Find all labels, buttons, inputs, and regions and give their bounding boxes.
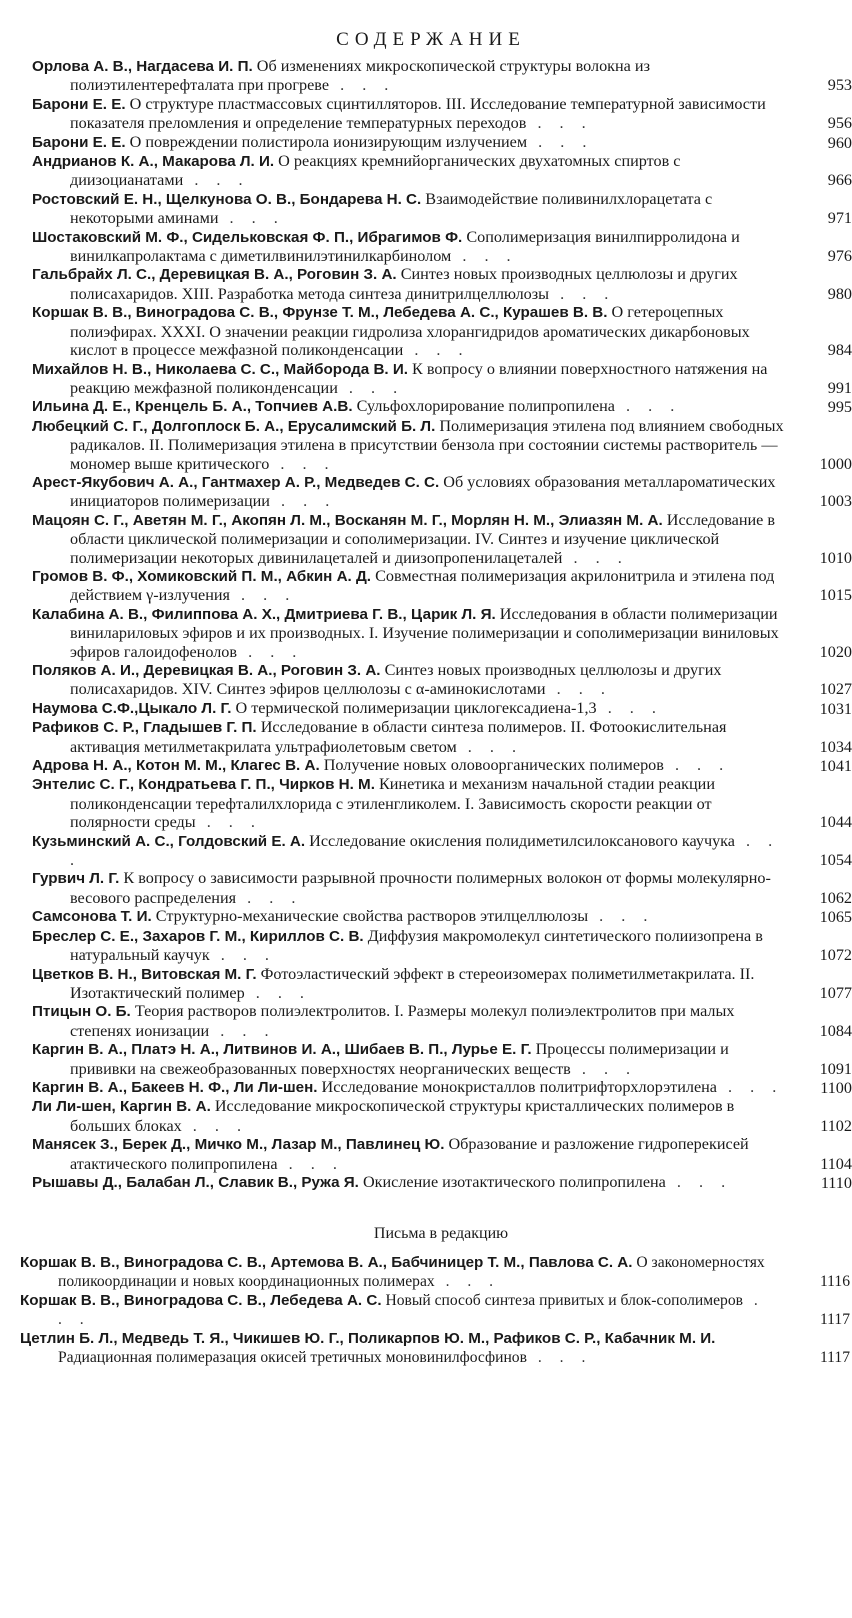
entry-authors: Мацоян С. Г., Аветян М. Г., Акопян Л. М., Восканян М. Г., Морлян Н. М., Элиазян М. А. [32, 511, 663, 529]
entry-authors: Каргин В. А., Бакеев Н. Ф., Ли Ли-шен. [32, 1078, 318, 1096]
entry-authors: Коршак В. В., Виноградова С. В., Лебедева А. С. [20, 1292, 382, 1310]
toc-entry [32, 1077, 852, 1097]
toc-entry [32, 132, 852, 152]
entry-page-number: 1084 [819, 1021, 852, 1040]
letters-section-title: Письма в редакцию [373, 1225, 509, 1243]
dot-leader: . . . [434, 1273, 501, 1291]
entry-title: Исследование микроскопической структуры кристаллических полимеров в больших блоках [70, 1097, 735, 1135]
entry-title: Полимеризация этилена под влиянием свободных радикалов. II. Полимеризация этилена в присутствии бензола при состоянии системы растворитель — мономер выше критического [70, 416, 784, 473]
entry-authors: Орлова А. В., Нагдасева И. П. [32, 58, 253, 75]
dot-leader: . . . [218, 209, 285, 228]
toc-entry [20, 1291, 850, 1329]
entry-authors: Любецкий С. Г., Долгоплоск Б. А., Ерусалимский Б. Л. [32, 417, 436, 435]
toc-entry [32, 775, 852, 832]
entry-page-number: 1117 [819, 1311, 850, 1329]
entry-title: Об изменениях микроскопической структуры волокна из полиэтилентерефталата при прогреве [70, 57, 650, 95]
entry-authors: Андрианов К. А., Макарова Л. И. [32, 153, 275, 171]
dot-leader: . . . [329, 76, 396, 95]
entry-page-number: 991 [827, 378, 852, 397]
toc-entry [32, 227, 852, 266]
entry-page-number: 1065 [819, 908, 852, 927]
entry-authors: Рафиков С. Р., Гладышев Г. П. [32, 719, 257, 737]
entry-title: Сульфохлорирование полипропилена [356, 397, 615, 416]
entry-page-number: 1034 [819, 737, 852, 756]
entry-page-number: 1102 [820, 1116, 852, 1135]
dot-leader: . . . [237, 642, 304, 661]
contents-list [0, 57, 852, 1192]
dot-leader: . . . [183, 171, 250, 190]
entry-title: К вопросу о влиянии поверхностного натяжения на реакцию межфазной поликонденсации [70, 359, 768, 397]
toc-entry [32, 57, 852, 95]
entry-authors: Самсонова Т. И. [32, 908, 152, 926]
entry-title: Процессы полимеризации и прививки на свежеобразованных поверхностях неорганических веществ [70, 1040, 729, 1078]
dot-leader: . . . [209, 1021, 276, 1040]
toc-entry [32, 152, 852, 190]
entry-page-number: 1072 [819, 946, 852, 965]
entry-title: О структуре пластмассовых сцинтилляторов. III. Исследование температурной зависимости показателя преломления и определение температурных переходов [70, 94, 766, 133]
letters-list [0, 1253, 852, 1367]
toc-entry [32, 189, 852, 228]
dot-leader: . . . [230, 586, 297, 605]
entry-page-number: 980 [827, 284, 852, 303]
entry-title: Окисление изотактического полипропилена [362, 1172, 666, 1191]
dot-leader: . . . [269, 454, 336, 473]
entry-page-number: 1031 [819, 699, 852, 718]
dot-leader: . . . [70, 831, 780, 870]
entry-page-number: 1015 [819, 586, 852, 605]
entry-authors: Наумова С.Ф.,Цыкало Л. Г. [32, 699, 232, 717]
entry-title: Сополимеризация винилпирролидона и винилкапролактама с диметилвинилэтинилкарбинолом [70, 227, 740, 266]
entry-authors: Гальбрайх Л. С., Деревицкая В. А., Роговин З. А. [32, 266, 397, 284]
entry-authors: Калабина А. В., Филиппова А. Х., Дмитриева Г. В., Царик Л. Я. [32, 605, 496, 623]
entry-page-number: 1041 [819, 757, 852, 776]
entry-page-number: 1000 [819, 454, 852, 473]
entry-page-number: 971 [827, 209, 852, 228]
dot-leader: . . . [58, 1292, 765, 1329]
dot-leader: . . . [451, 247, 518, 266]
dot-leader: . . . [588, 907, 655, 926]
toc-entry [32, 926, 852, 965]
entry-title: Диффузия макромолекул синтетического полиизопрена в натуральный каучук [70, 926, 763, 965]
entry-authors: Коршак В. В., Виноградова С. В., Артемова В. А., Бабчиницер Т. М., Павлова С. А. [20, 1254, 633, 1272]
toc-entry [32, 416, 852, 473]
entry-page-number: 1020 [819, 642, 852, 661]
toc-entry [32, 718, 852, 756]
entry-title: О термической полимеризации циклогексадиена-1,3 [235, 698, 597, 717]
entry-title: Исследование в области циклической полимеризации и сополимеризации. IV. Синтез и изучение циклической полимеризации некоторых дивинилацеталей и диизопропенилацеталей [70, 510, 776, 567]
toc-entry [32, 907, 852, 927]
toc-entry [32, 698, 852, 718]
dot-leader: . . . [596, 698, 663, 717]
entry-authors: Ильина Д. Е., Кренцель Б. А., Топчиев А.В. [32, 398, 353, 416]
dot-leader: . . . [236, 888, 303, 907]
toc-entry [32, 1172, 852, 1192]
dot-leader: . . . [269, 492, 337, 511]
entry-page-number: 1100 [820, 1078, 852, 1097]
entry-page-number: 953 [827, 76, 852, 95]
toc-entry [32, 756, 852, 776]
entry-title: Кинетика и механизм начальной стадии реакции поликонденсации терефталилхлорида с этиленгликолем. I. Зависимость скорости реакции от полярности среды [70, 775, 715, 832]
toc-entry [32, 661, 852, 699]
entry-title: Взаимодействие поливинилхлорацетата с некоторыми аминами [70, 189, 713, 228]
entry-authors: Кузьминский А. С., Голдовский Е. А. [32, 832, 306, 850]
entry-authors: Манясек З., Берек Д., Мичко М., Лазар М., Павлинец Ю. [32, 1136, 445, 1154]
entry-page-number: 1010 [819, 548, 852, 567]
entry-authors: Бреслер С. Е., Захаров Г. М., Кириллов С. В. [32, 927, 364, 945]
toc-entry [32, 265, 852, 303]
entry-title: Исследование окисления полидиметилсилоксанового каучука [309, 831, 735, 850]
entry-title: Теория растворов полиэлектролитов. I. Размеры молекул полиэлектролитов при малых степенях ионизации [70, 1002, 735, 1040]
toc-entry [20, 1329, 850, 1367]
dot-leader: . . . [549, 284, 616, 303]
entry-page-number: 1104 [820, 1154, 852, 1173]
entry-title: О закономерностях поликоординации и новых координационных полимерах [58, 1254, 765, 1291]
entry-title: Синтез новых производных целлюлозы и других полисахаридов. XIII. Разработка метода синтеза динитрилцеллюлозы [70, 265, 738, 303]
entry-title: Получение новых оловоорганических полимеров [323, 756, 664, 775]
dot-leader: . . . [562, 548, 629, 567]
toc-entry [32, 510, 852, 567]
entry-title: Исследования в области полимеризации виниларилoвых эфиров и их производных. I. Изучение полимеризации и сополимеризации виниловых эфиров галоидофенолов [70, 604, 779, 661]
entry-authors: Коршак В. В., Виноградова С. В., Фрунзе Т. М., Лебедева А. С., Курашев В. В. [32, 304, 608, 322]
entry-page-number: 966 [827, 171, 852, 190]
dot-leader: . . . [244, 983, 311, 1002]
entry-authors: Арест-Якубович А. А., Гантмахер А. Р., Медведев С. С. [32, 473, 440, 491]
toc-entry [32, 604, 852, 661]
dot-leader: . . . [717, 1077, 784, 1096]
dot-leader: . . . [663, 756, 731, 775]
entry-title: Совместная полимеризация акрилонитрила и этилена под действием γ-излучения [70, 566, 775, 605]
entry-page-number: 1077 [819, 983, 852, 1002]
entry-authors: Ростовский Е. Н., Щелкунова О. В., Бондарева Н. С. [32, 190, 422, 208]
dot-leader: . . . [526, 1349, 593, 1367]
toc-entry [20, 1253, 850, 1291]
entry-title: О гетероцепных полиэфирах. XXXI. О значении реакции гидролиза хлорангидридов ароматических дикарбоновых кислот в процессе межфазной поликонденсации [70, 303, 750, 360]
dot-leader: . . . [527, 132, 594, 151]
entry-authors: Михайлов Н. В., Николаева С. С., Майборода В. И. [32, 360, 408, 378]
entry-title: Синтез новых производных целлюлозы и других полисахаридов. XIV. Синтез эфиров целлюлозы с α-аминокислотами [70, 661, 722, 699]
toc-entry [32, 472, 852, 511]
entry-page-number: 1091 [819, 1059, 852, 1078]
entry-page-number: 1044 [819, 813, 852, 832]
entry-title: Новый способ синтеза привитых и блок-сополимеров [385, 1292, 743, 1310]
dot-leader: . . . [337, 378, 405, 397]
dot-leader: . . . [545, 680, 612, 699]
entry-authors: Птицын О. Б. [32, 1003, 131, 1021]
entry-title: Структурно-механические свойства растворов этилцеллюлозы [155, 907, 589, 926]
entry-authors: Энтелис С. Г., Кондратьева Г. П., Чирков Н. М. [32, 776, 375, 794]
entry-page-number: 1003 [819, 492, 852, 511]
toc-entry [32, 1097, 852, 1135]
dot-leader: . . . [403, 341, 470, 360]
toc-entry [32, 1040, 852, 1078]
toc-entry [32, 964, 852, 1003]
toc-entry [32, 94, 852, 133]
entry-page-number: 1062 [819, 888, 852, 907]
entry-page-number: 984 [827, 341, 852, 360]
toc-entry [32, 566, 852, 605]
entry-title: О повреждении полистирола ионизирующим излучением [129, 132, 528, 151]
entry-title: Фотоэластический эффект в стереоизомерах полиметилметакрилата. II. Изотактический полимер [70, 964, 755, 1002]
entry-authors: Ли Ли-шен, Каргин В. А. [32, 1098, 211, 1116]
dot-leader: . . . [181, 1116, 249, 1135]
entry-title: К вопросу о зависимости разрывной прочности полимерных волокон от формы молекулярно-весового распределения [70, 869, 771, 907]
dot-leader: . . . [277, 1154, 344, 1173]
entry-authors: Цетлин Б. Л., Медведь Т. Я., Чикишев Ю. Г., Поликарпов Ю. М., Рафиков С. Р., Кабачник М. И. [20, 1330, 716, 1348]
dot-leader: . . . [526, 114, 593, 133]
dot-leader: . . . [209, 946, 276, 965]
entry-authors: Барони Е. Е. [32, 95, 126, 113]
contents-heading: СОДЕРЖАНИЕ [336, 29, 526, 50]
entry-page-number: 960 [827, 133, 852, 152]
entry-authors: Рышавы Д., Балабан Л., Славик В., Ружа Я. [32, 1173, 359, 1191]
entry-page-number: 1110 [820, 1173, 852, 1192]
entry-page-number: 1116 [819, 1273, 850, 1291]
dot-leader: . . . [665, 1172, 733, 1191]
entry-title: Образование и разложение гидроперекисей атактического полипропилена [70, 1135, 749, 1173]
entry-authors: Барони Е. Е. [32, 133, 126, 151]
entry-authors: Громов В. Ф., Хомиковский П. М., Абкин А. Д. [32, 567, 372, 585]
entry-authors: Каргин В. А., Платэ Н. А., Литвинов И. А., Шибаев В. П., Лурье Е. Г. [32, 1041, 532, 1059]
entry-title: Радиационная полимеразация окисей третичных моновинилфосфинов [58, 1349, 527, 1367]
entry-title: О реакциях кремнийорганических двухатомных спиртов с диизоцианатами [70, 152, 681, 190]
entry-authors: Адрова Н. А., Котон М. М., Клагес В. А. [32, 757, 320, 775]
toc-entry [32, 1002, 852, 1040]
entry-authors: Шостаковский М. Ф., Сидельковская Ф. П., Ибрагимов Ф. [32, 228, 463, 246]
entry-page-number: 1027 [819, 680, 852, 699]
dot-leader: . . . [456, 737, 524, 756]
entry-title: Об условиях образования металлароматических инициаторов полимеризации [70, 472, 776, 511]
entry-page-number: 995 [827, 398, 852, 417]
entry-page-number: 1117 [819, 1349, 850, 1367]
toc-entry [32, 303, 852, 360]
dot-leader: . . . [570, 1059, 638, 1078]
entry-title: Исследование в области синтеза полимеров. II. Фотоокислительная активация метилметакрилата ультрафиолетовым светом [70, 718, 727, 756]
toc-entry [32, 869, 852, 907]
entry-authors: Поляков А. И., Деревицкая В. А., Роговин З. А. [32, 662, 381, 679]
dot-leader: . . . [195, 813, 262, 832]
toc-entry [32, 397, 852, 417]
dot-leader: . . . [614, 397, 682, 416]
toc-entry [32, 831, 852, 870]
toc-entry [32, 359, 852, 398]
entry-title: Исследование монокристаллов политрифторхлорэтилена [321, 1077, 717, 1096]
entry-page-number: 956 [827, 114, 852, 133]
entry-authors: Цветков В. Н., Витовская М. Г. [32, 965, 257, 983]
toc-entry [32, 1135, 852, 1173]
entry-page-number: 976 [827, 247, 852, 266]
entry-authors: Гурвич Л. Г. [32, 870, 120, 888]
entry-page-number: 1054 [819, 851, 852, 870]
